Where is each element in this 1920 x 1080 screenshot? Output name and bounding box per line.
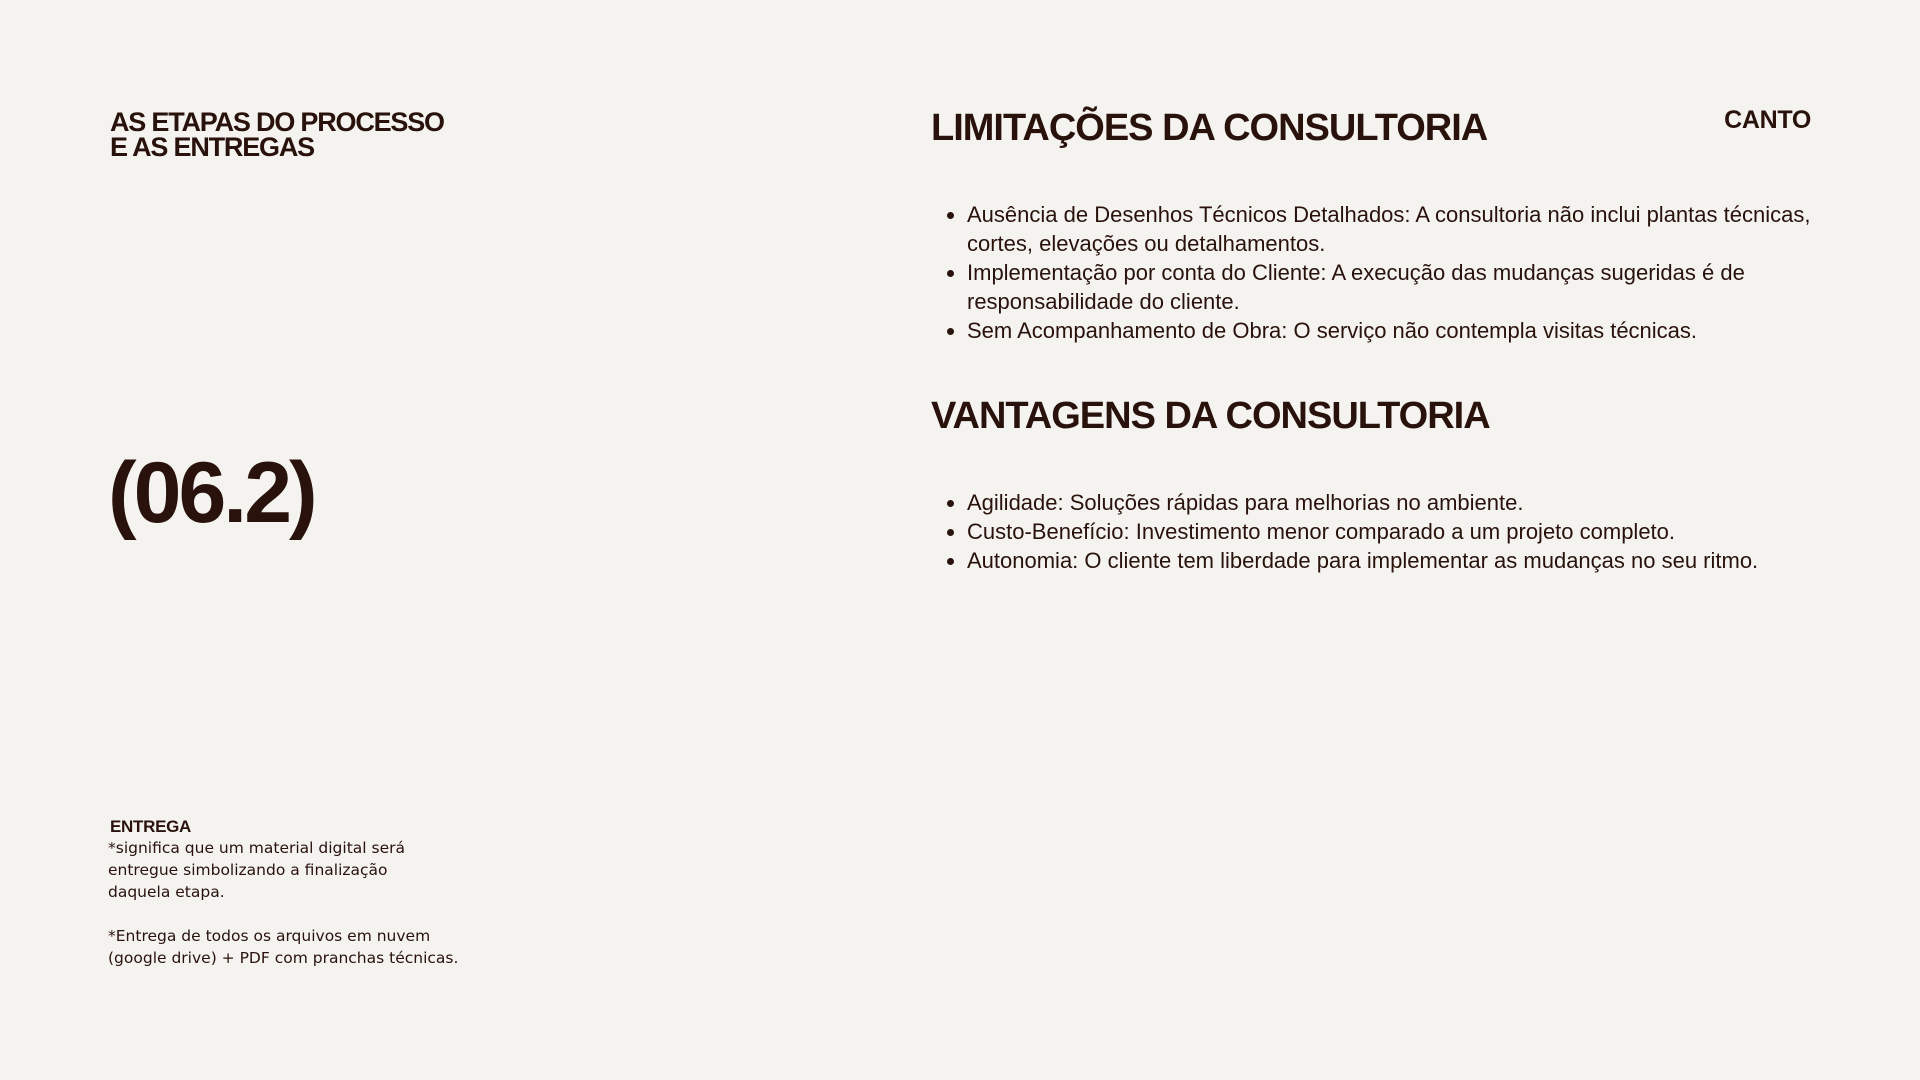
list-item: • Custo-Benefício: Investimento menor comparado a um projeto completo. xyxy=(967,517,1811,546)
footnote-line: *significa que um material digital será xyxy=(108,839,405,857)
advantages-list xyxy=(931,488,1811,575)
footnote-line: daquela etapa. xyxy=(108,883,225,901)
footnote-label: ENTREGA xyxy=(110,817,192,836)
list-item: • Agilidade: Soluções rápidas para melhorias no ambiente. xyxy=(967,488,1811,517)
footnote-note-2 xyxy=(108,925,468,969)
limitations-title: LIMITAÇÕES DA CONSULTORIA xyxy=(931,107,1488,149)
section-title xyxy=(110,107,530,162)
brand-logo-text: CANTO xyxy=(1724,106,1811,134)
list-item: • Implementação por conta do Cliente: A execução das mudanças sugeridas é de responsabilidade do cliente. xyxy=(967,258,1811,316)
list-item: • Ausência de Desenhos Técnicos Detalhados: A consultoria não inclui plantas técnicas, cortes, elevações ou detalhamentos. xyxy=(967,200,1811,258)
main-content xyxy=(931,104,1811,575)
advantages-title: VANTAGENS DA CONSULTORIA xyxy=(931,395,1490,437)
list-item: • Sem Acompanhamento de Obra: O serviço não contempla visitas técnicas. xyxy=(967,316,1811,345)
footnote-note-1 xyxy=(108,837,468,903)
list-item: • Autonomia: O cliente tem liberdade para implementar as mudanças no seu ritmo. xyxy=(967,546,1811,575)
footnote-line: entregue simbolizando a finalização xyxy=(108,861,388,879)
section-title-line-2: E AS ENTREGAS xyxy=(110,132,314,162)
section-number: (06.2) xyxy=(108,445,315,541)
footnote-line: (google drive) + PDF com pranchas técnicas. xyxy=(108,949,459,967)
footnote-line: *Entrega de todos os arquivos em nuvem xyxy=(108,927,431,945)
delivery-footnote xyxy=(108,817,468,969)
limitations-list xyxy=(931,200,1811,345)
section-title-line-1: AS ETAPAS DO PROCESSO xyxy=(110,107,444,137)
